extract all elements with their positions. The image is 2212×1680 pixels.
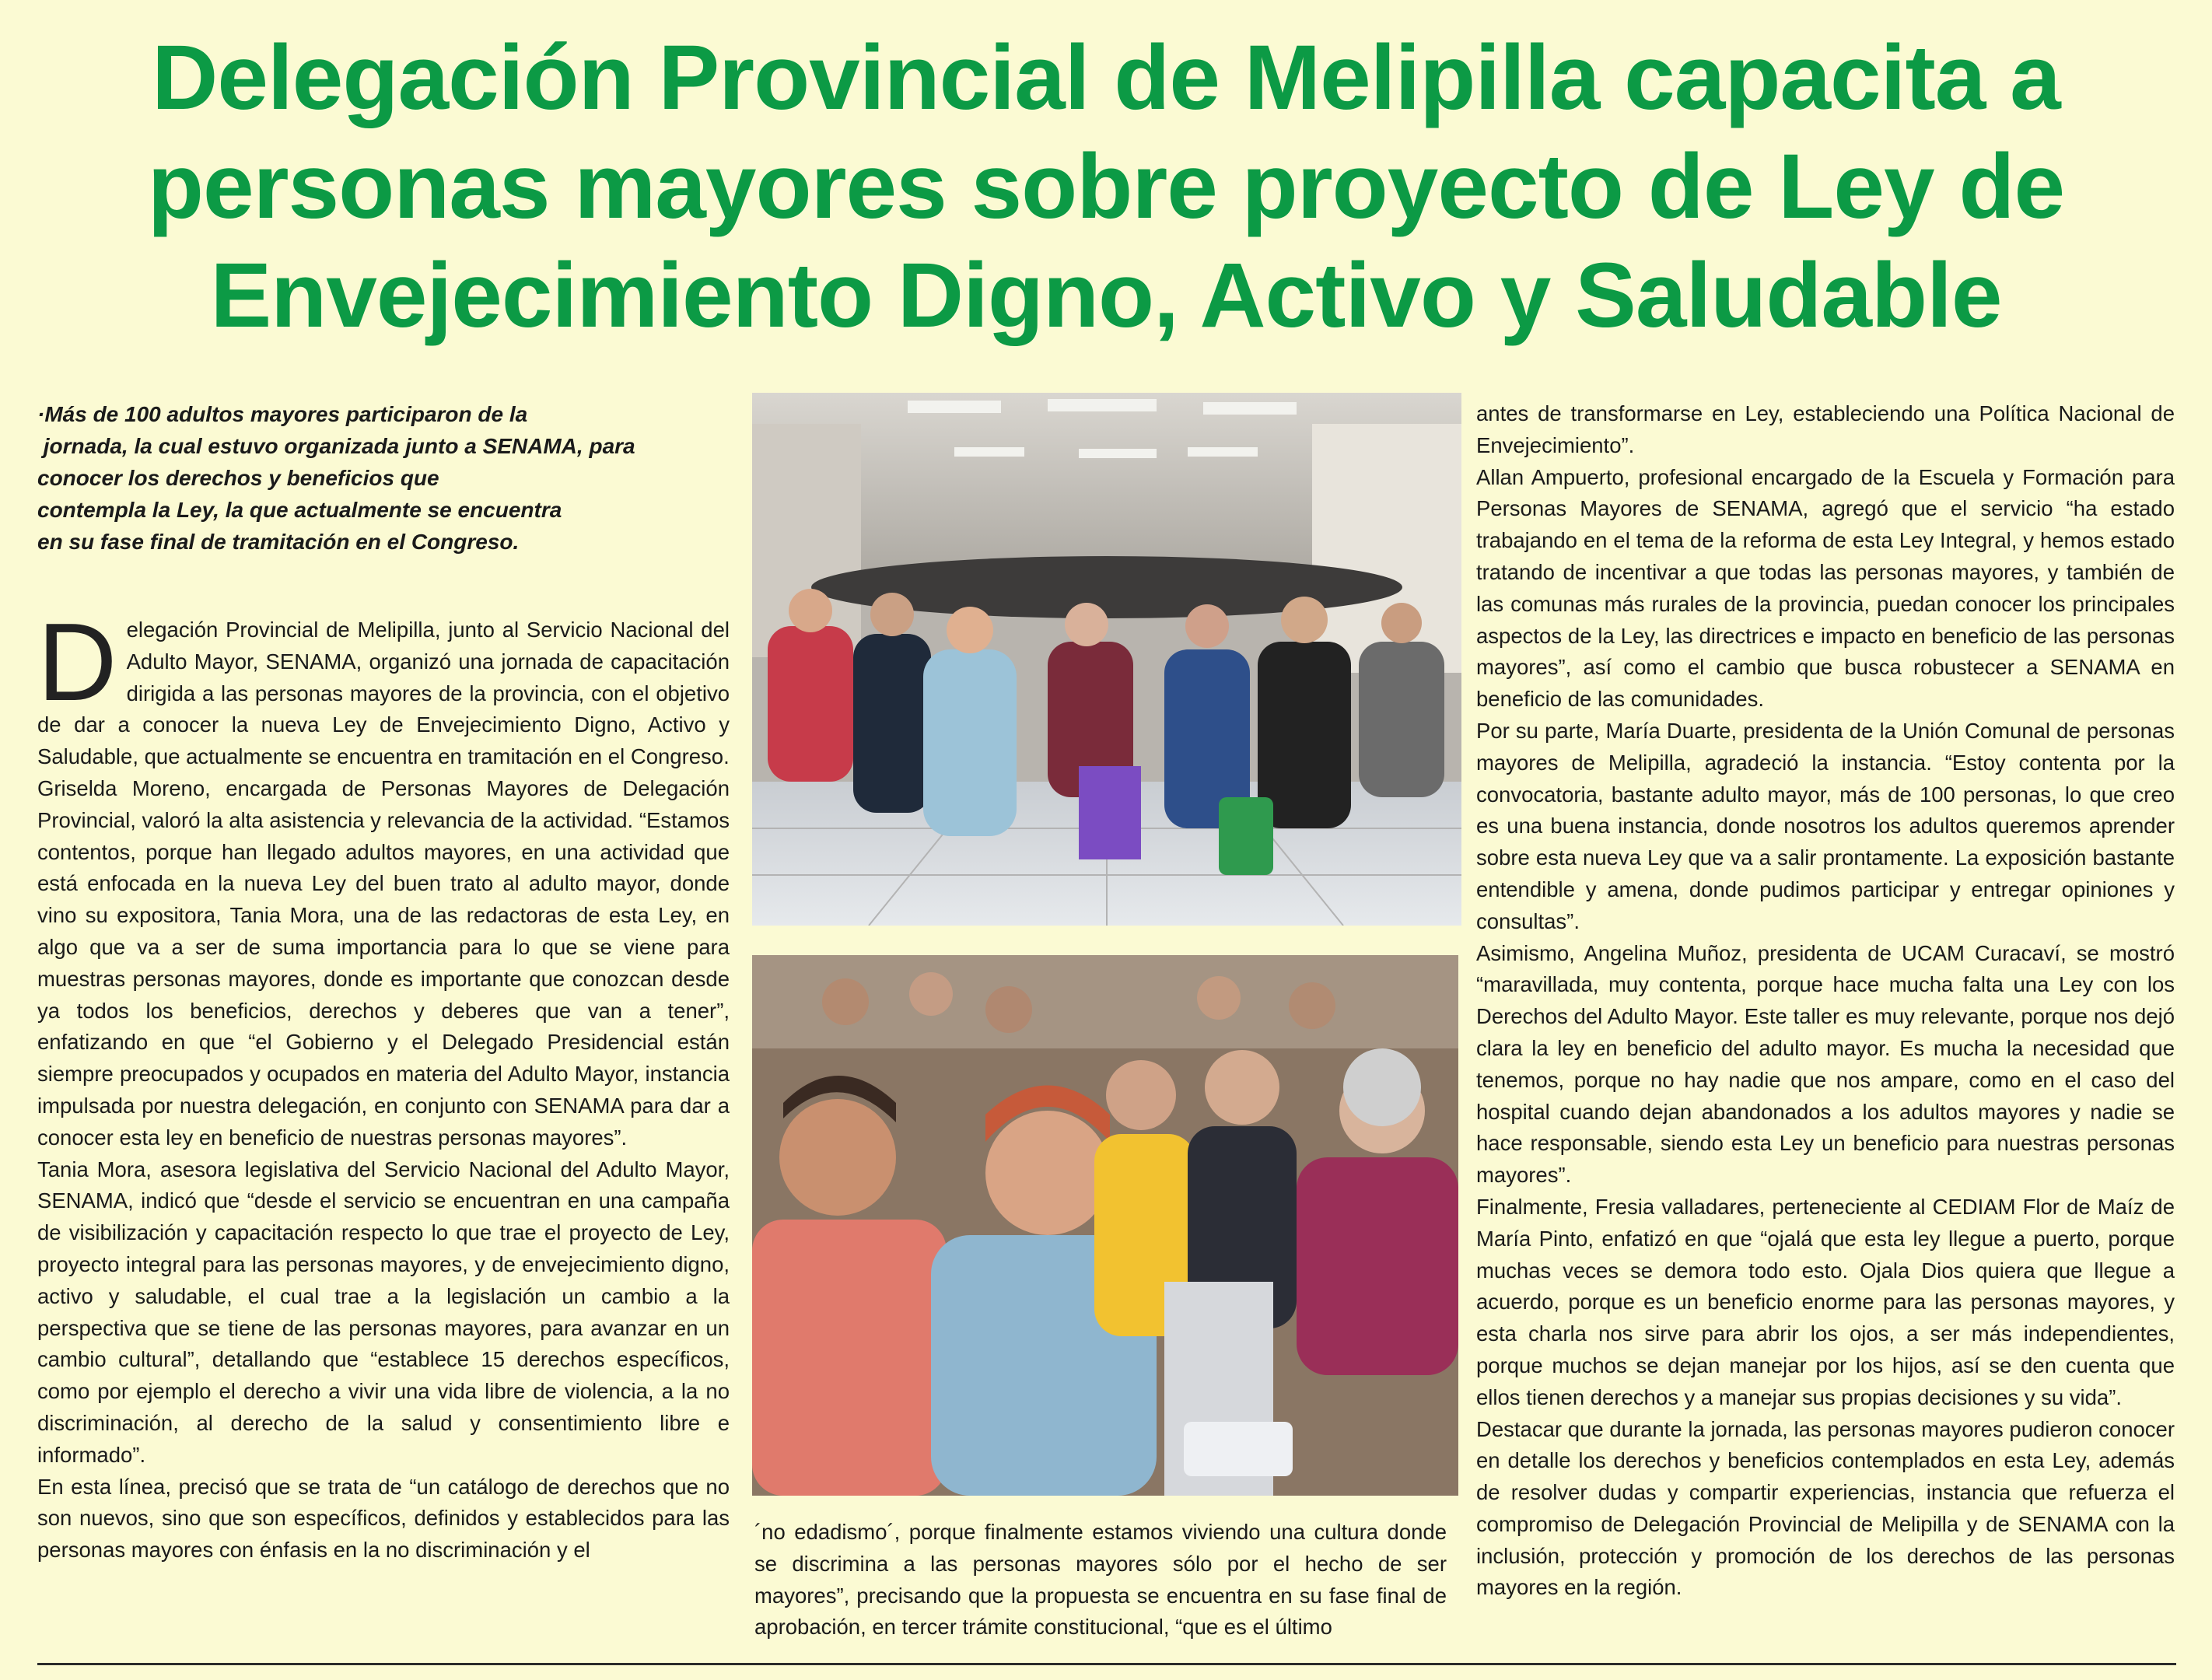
lead-line: conocer los derechos y beneficios que xyxy=(37,466,439,490)
article-paragraph: ´no edadismo´, porque finalmente estamos viviendo una cultura donde se discrimina a las personas mayores sólo por el hecho de ser mayores”, precisando que la propuesta se encuentra en su fase final de aprobación, en tercer trámite constitucional, “que es el último xyxy=(754,1520,1447,1640)
article-column-2 xyxy=(754,1517,1447,1643)
lead-summary xyxy=(37,398,675,558)
article-paragraph: En esta línea, precisó que se trata de “un catálogo de derechos que no son nuevos, sino que son específicos, definidos y establecidos para las personas mayores con énfasis en la no discriminación y el xyxy=(37,1474,730,1563)
article-paragraph: Por su parte, María Duarte, presidenta de la Unión Comunal de personas mayores de Melipilla, agradeció la instancia. “Estoy contenta por la convocatoria, bastante adulto mayor, más de 100 personas, lo que creo es una buena instancia, donde nosotros los adultos queremos aprender sobre esta nueva Ley que va a salir prontamente. La exposición bastante entendible y amena, donde pudimos participar y entregar opiniones y consultas”. xyxy=(1476,718,2175,933)
article-paragraph: Finalmente, Fresia valladares, perteneciente al CEDIAM Flor de Maíz de María Pinto, enfatizó en que “ojalá que esta ley llegue a puerto, porque muchas veces se demora todo esto. Ojala Dios quiera que llegue a acuerdo, porque es un beneficio enorme para las personas mayores, y esta charla nos sirve para abrir los ojos, a ser más independientes, porque muchos se dejan manejar por los hijos, así se den cuenta que ellos tienen derechos y a manejar sus propias decisiones y su vida”. xyxy=(1476,1194,2175,1409)
headline-line-1: Delegación Provincial de Melipilla capacita a xyxy=(152,26,2060,129)
article-paragraph: Asimismo, Angelina Muñoz, presidenta de UCAM Curacaví, se mostró “maravillada, muy contenta, porque hace mucha falta una Ley con los Derechos del Adulto Mayor. Este taller es muy relevante, porque nos dejó clara la ley en beneficio del adulto mayor. Es mucha la necesidad que tenemos, porque no hay nadie que nos ampare, como en el caso del hospital cuando dejan abandonados a los adultos mayores y nadie se hace responsable, siendo esta Ley un beneficio para nuestras personas mayores”. xyxy=(1476,940,2175,1188)
article-paragraph: Tania Mora, asesora legislativa del Servicio Nacional del Adulto Mayor, SENAMA, indicó que “desde el servicio se encuentran en una campaña de visibilización y capacitación respecto lo que trae el proyecto de Ley, proyecto integral para las personas mayores, y de envejecimiento digno, activo y saludable, el cual trae a la legislación un cambio a la perspectiva que se tiene de las personas mayores, para avanzar en un cambio cultural”, detallando que “establece 15 derechos específicos, como por ejemplo el derecho a vivir una vida libre de violencia, a la no discriminación, al derecho de la salud y consentimiento libre e informado”. xyxy=(37,1157,730,1467)
article-paragraph xyxy=(37,600,730,773)
lead-line: jornada, la cual estuvo organizada junto a SENAMA, para xyxy=(37,434,635,458)
drop-cap: D xyxy=(37,600,117,724)
article-column-3 xyxy=(1476,398,2175,1604)
paragraph-text: elegación Provincial de Melipilla, junto al Servicio Nacional del Adulto Mayor, SENAMA, organizó una jornada de capacitación dirigida a las personas mayores de la provincia, con el objetivo de dar a conocer la nueva Ley de Envejecimiento Digno, Activo y Saludable, que actualmente se encuentra en tramitación en el Congreso. xyxy=(37,618,730,769)
headline xyxy=(31,23,2181,350)
lead-line: en su fase final de tramitación en el Congreso. xyxy=(37,530,520,554)
lead-line: contempla la Ley, la que actualmente se encuentra xyxy=(37,498,562,522)
bottom-divider xyxy=(37,1663,2176,1665)
lead-line: ·Más de 100 adultos mayores participaron de la xyxy=(37,402,528,426)
event-photo-attendees xyxy=(752,955,1458,1496)
article-paragraph: Griselda Moreno, encargada de Personas Mayores de Delegación Provincial, valoró la alta asistencia y relevancia de la actividad. “Estamos contentos, porque han llegado adultos mayores, en una actividad que está enfocada en la nueva Ley del buen trato al adulto mayor, donde vino su expositora, Tania Mora, una de las redactoras de esta Ley, en algo que va a ser de suma importancia para lo que se viene para muestras personas mayores, donde es importante que conozcan desde ya todos los beneficios, derechos y deberes que van a tener”, enfatizando en que “el Gobierno y el Delegado Presidencial están siempre preocupados y ocupados en materia del Adulto Mayor, instancia impulsada por nuestra delegación, en conjunto con SENAMA para dar a conocer esta ley en beneficio de nuestras personas mayores”. xyxy=(37,775,730,1150)
article-paragraph: antes de transformarse en Ley, estableciendo una Política Nacional de Envejecimiento”. xyxy=(1476,401,2175,457)
article-paragraph: Destacar que durante la jornada, las personas mayores pudieron conocer en detalle los derechos y beneficios contemplados en esta Ley, además de resolver dudas y compartir experiencias, instancia que refuerza el compromiso de Delegación Provincial de Melipilla y de SENAMA con la inclusión, protección y promoción de los derechos de las personas mayores en la región. xyxy=(1476,1416,2175,1600)
photo-crowd-illustration xyxy=(752,393,1461,926)
headline-line-2: personas mayores sobre proyecto de Ley de xyxy=(147,135,2065,238)
headline-line-3: Envejecimiento Digno, Activo y Saludable xyxy=(210,244,2002,347)
photo-attendees-illustration xyxy=(752,955,1458,1496)
event-photo-crowd xyxy=(752,393,1461,926)
article-paragraph: Allan Ampuerto, profesional encargado de la Escuela y Formación para Personas Mayores de SENAMA, agregó que el servicio “ha estado trabajando en el tema de la reforma de esta Ley Integral, y hemos estado tratando de incentivar a que todas las personas mayores, y también de las comunas más rurales de la provincia, puedan conocer los principales aspectos de la Ley, las directrices e impacto en beneficio de las personas mayores”, así como el cambio que busca robustecer a SENAMA en beneficio de las comunidades. xyxy=(1476,464,2175,712)
article-column-1 xyxy=(37,600,730,1566)
